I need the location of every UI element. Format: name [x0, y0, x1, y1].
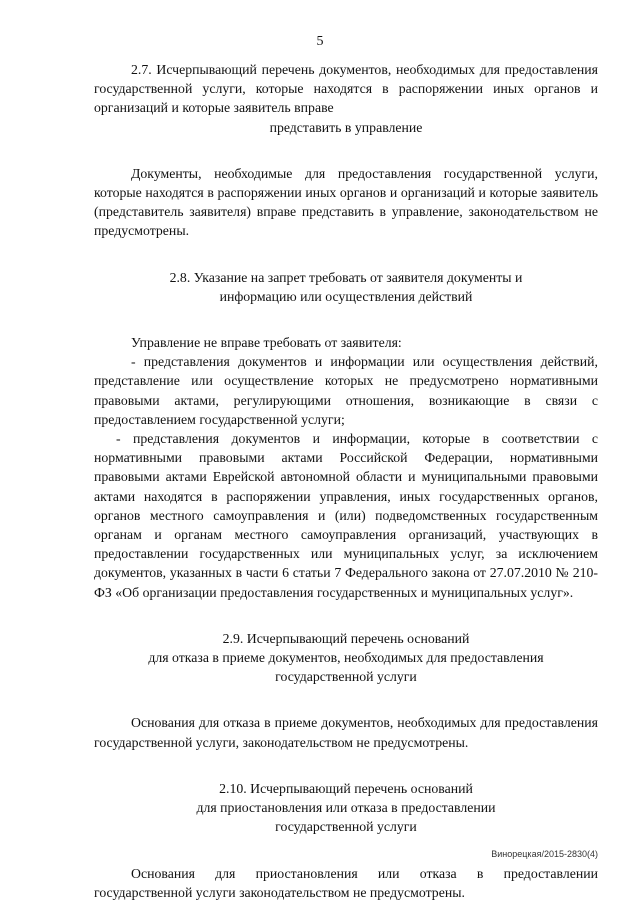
spacer	[94, 241, 598, 268]
spacer	[94, 602, 598, 629]
spacer	[94, 686, 598, 713]
spacer	[94, 752, 598, 779]
spacer	[94, 306, 598, 333]
section-2-8-intro: Управление не вправе требовать от заявителя:	[131, 335, 402, 351]
section-2-10-heading-line1: 2.10. Исчерпывающий перечень оснований	[219, 780, 473, 796]
section-2-10-heading-line3: государственной услуги	[275, 819, 417, 835]
section-2-7-heading: 2.7. Исчерпывающий перечень документов, необходимых для предоставления государственной услуги, которые находятся в распоряжении иных органов и организаций и которые заявитель вправе	[94, 62, 598, 116]
section-2-9-heading-line2: для отказа в приеме документов, необходимых для предоставления	[148, 650, 544, 666]
section-2-8-heading-line1: 2.8. Указание на запрет требовать от заявителя документы и	[169, 269, 523, 285]
section-2-7-body: Документы, необходимые для предоставления государственной услуги, которые находятся в распоряжении иных органов и организаций и которые заявитель (представитель заявителя) вправе представить в управление, законодательством не предусмотрены.	[94, 165, 598, 239]
section-2-8-item-1: - представления документов и информации или осуществления действий, представление или осуществление которых не предусмотрено нормативными правовыми актами, регулирующими отношения, возникающие в связи с предоставлением государственной услуги;	[94, 354, 598, 427]
spacer	[94, 137, 598, 164]
section-2-10-heading-line2: для приостановления или отказа в предоставлении	[196, 800, 496, 816]
section-2-9-body: Основания для отказа в приеме документов, необходимых для предоставления государственной услуги, законодательством не предусмотрены.	[94, 715, 598, 750]
page-number: 5	[316, 34, 324, 49]
document-code: Винорецкая/2015-2830(4)	[491, 849, 598, 859]
section-2-8-item-2: - представления документов и информации, которые в соответствии с нормативными правовыми актами Российской Федерации, нормативными правовыми актами Еврейской автономной области и муниципальными правовыми актами находятся в распоряжении управления, иных государственных органов, органов местного самоуправления и (или) подведомственных государственным органам и органам местного самоуправления организаций, участвующих в предоставлении государственных или муниципальных услуг, за исключением документов, указанных в части 6 статьи 7 Федерального закона от 27.07.2010 № 210-ФЗ «Об организации предоставления государственных и муниципальных услуг».	[94, 431, 598, 600]
section-2-7-heading-end: представить в управление	[269, 119, 423, 135]
section-2-9-heading-line3: государственной услуги	[275, 669, 417, 685]
section-2-8-heading-line2: информацию или осуществления действий	[219, 288, 473, 304]
section-2-9-heading-line1: 2.9. Исчерпывающий перечень оснований	[222, 630, 470, 646]
section-2-10-body: Основания для приостановления или отказа в предоставлении государственной услуги законодательством не предусмотрены.	[94, 865, 598, 900]
document-body	[94, 60, 598, 902]
